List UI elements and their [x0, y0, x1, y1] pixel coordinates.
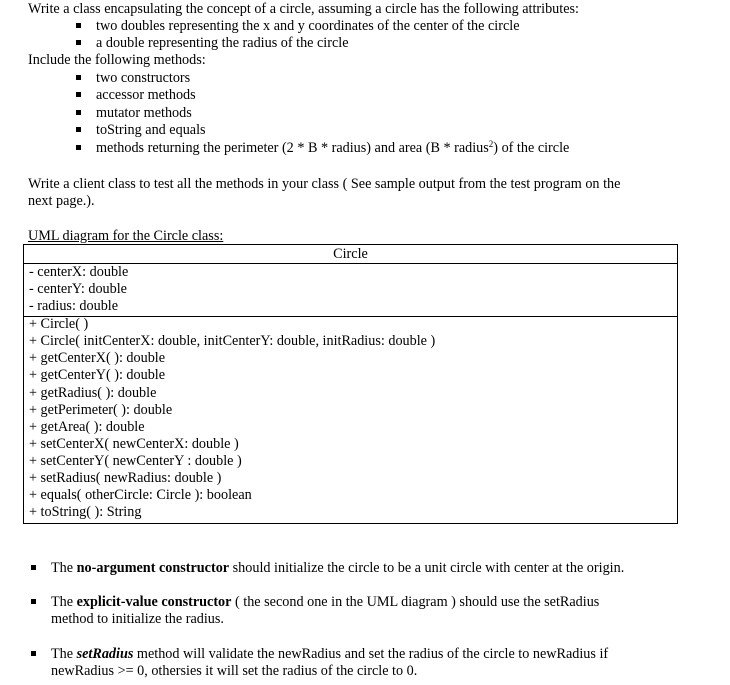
uml-method: + setCenterY( newCenterY : double ) — [29, 453, 242, 469]
methods-heading: Include the following methods: — [28, 52, 206, 68]
note-bold-italic: setRadius — [76, 646, 134, 662]
uml-caption: UML diagram for the Circle class: — [28, 228, 224, 244]
note-no-arg-constructor — [51, 560, 624, 577]
note-bold: explicit-value constructor — [76, 594, 232, 610]
uml-method: + setCenterX( newCenterX: double ) — [29, 436, 239, 452]
bullet-icon — [76, 75, 81, 80]
uml-method: + getPerimeter( ): double — [29, 402, 173, 418]
client-line-1: Write a client class to test all the methods in your class ( See sample output from the test program on the — [28, 176, 621, 192]
intro-line-1: Write a class encapsulating the concept of a circle, assuming a circle has the following attributes: — [28, 1, 579, 17]
note-explicit-constructor — [51, 594, 599, 611]
uml-method: + Circle( ) — [29, 316, 89, 332]
uml-method: + getCenterX( ): double — [29, 350, 166, 366]
note-text: method will validate the newRadius and set the radius of the circle to newRadius if — [133, 646, 609, 662]
bullet-icon — [31, 565, 36, 570]
uml-class-diagram — [23, 244, 678, 524]
method-item: mutator methods — [96, 105, 192, 121]
method-item: toString and equals — [96, 122, 206, 138]
perimeter-area-text: methods returning the perimeter (2 * B * radius) and area (B * radius — [96, 140, 489, 156]
note-text: The — [51, 646, 77, 662]
superscript-2: 2 — [488, 139, 494, 149]
uml-method: + Circle( initCenterX: double, initCenterY: double, initRadius: double ) — [29, 333, 436, 349]
uml-class-name: Circle — [24, 245, 677, 264]
client-line-2: next page.). — [28, 193, 95, 209]
uml-method: + equals( otherCircle: Circle ): boolean — [29, 487, 252, 503]
note-bold: no-argument constructor — [76, 560, 230, 576]
bullet-icon — [76, 145, 81, 150]
uml-attribute: - centerY: double — [29, 281, 127, 297]
method-item: accessor methods — [96, 87, 196, 103]
uml-methods-section — [24, 316, 677, 523]
bullet-icon — [76, 92, 81, 97]
uml-method: + toString( ): String — [29, 504, 142, 520]
bullet-icon — [76, 40, 81, 45]
bullet-icon — [76, 127, 81, 132]
uml-method: + setRadius( newRadius: double ) — [29, 470, 222, 486]
note-explicit-constructor-line-2: method to initialize the radius. — [51, 611, 224, 627]
method-item: two constructors — [96, 70, 191, 86]
note-text: The — [51, 594, 77, 610]
uml-method: + getRadius( ): double — [29, 385, 157, 401]
note-text: ( the second one in the UML diagram ) should use the setRadius — [231, 594, 600, 610]
bullet-icon — [31, 599, 36, 604]
attribute-item: two doubles representing the x and y coordinates of the center of the circle — [96, 18, 520, 34]
attribute-item: a double representing the radius of the circle — [96, 35, 349, 51]
note-text: should initialize the circle to be a unit circle with center at the origin. — [229, 560, 625, 576]
note-set-radius — [51, 646, 608, 663]
uml-attribute: - centerX: double — [29, 264, 129, 280]
uml-method: + getArea( ): double — [29, 419, 145, 435]
uml-attribute: - radius: double — [29, 298, 119, 314]
bullet-icon — [76, 23, 81, 28]
method-item-perimeter-area — [96, 140, 569, 157]
perimeter-area-suffix: ) of the circle — [493, 140, 570, 156]
note-set-radius-line-2: newRadius >= 0, othersies it will set the radius of the circle to 0. — [51, 663, 418, 679]
uml-method: + getCenterY( ): double — [29, 367, 166, 383]
note-text: The — [51, 560, 77, 576]
uml-attributes-section — [24, 263, 677, 317]
bullet-icon — [31, 651, 36, 656]
bullet-icon — [76, 110, 81, 115]
